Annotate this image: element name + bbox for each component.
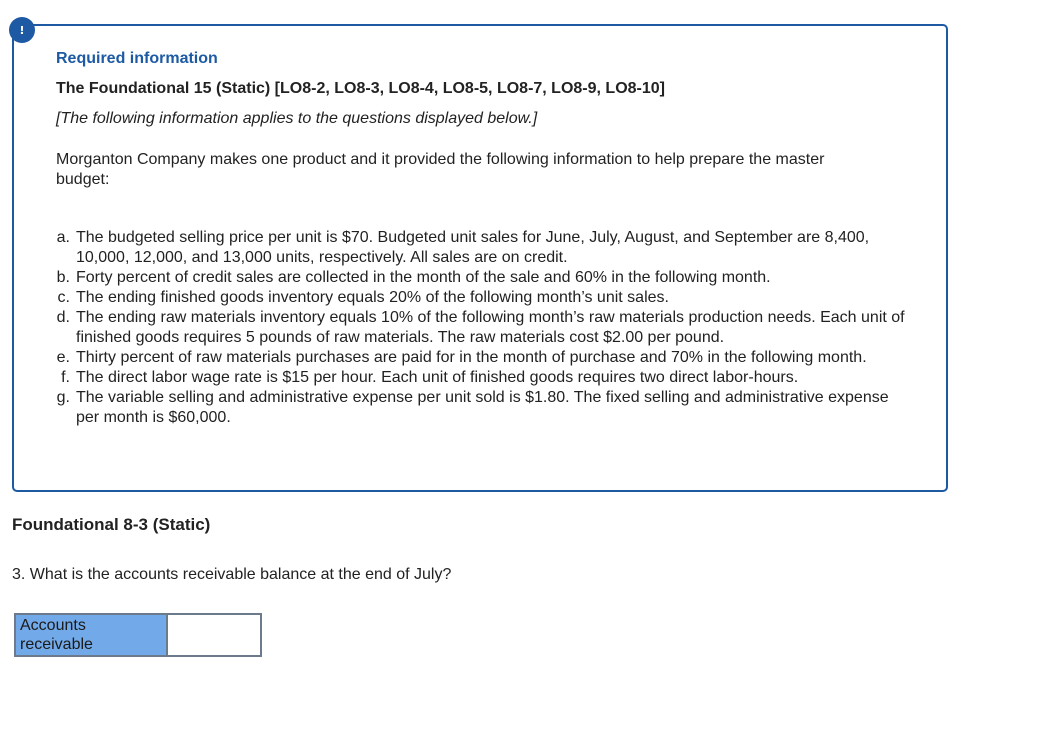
list-item [52,268,912,288]
question-text: 3. What is the accounts receivable balance at the end of July? [12,566,452,583]
applies-note: [The following information applies to the questions displayed below.] [56,110,538,127]
item-text: The ending raw materials inventory equals 10% of the following month’s raw materials production needs. Each unit of finished goods requires 5 pounds of raw materials. The raw materials cost $2.00 per pound. [76,309,905,346]
item-text: The ending finished goods inventory equals 20% of the following month’s unit sales. [76,289,669,306]
accounts-receivable-input[interactable] [168,615,260,655]
list-item [52,308,912,348]
required-information-title: Required information [56,50,218,67]
item-text: Thirty percent of raw materials purchases are paid for in the month of purchase and 70% in the following month. [76,349,867,366]
item-text: The direct labor wage rate is $15 per hour. Each unit of finished goods requires two direct labor-hours. [76,369,799,386]
intro-paragraph: Morganton Company makes one product and it provided the following information to help prepare the master budget: [56,151,825,188]
item-text: The variable selling and administrative expense per unit sold is $1.80. The fixed selling and administrative expense per month is $60,000. [76,389,889,426]
list-item [52,368,912,388]
alert-exclamation-icon: ! [9,17,35,43]
item-letter: f. [61,369,70,386]
item-letter: g. [56,389,70,406]
accounts-receivable-label: Accounts receivable [16,615,168,655]
item-text: Forty percent of credit sales are collected in the month of the sale and 60% in the following month. [76,269,771,286]
list-item [52,288,912,308]
answer-table [14,613,262,657]
item-letter: c. [57,289,70,306]
item-letter: a. [56,229,70,246]
list-item [52,388,912,428]
section-title: Foundational 8-3 (Static) [12,515,211,534]
item-letter: b. [56,269,70,286]
answer-cell [168,615,260,655]
item-letter: d. [56,309,70,326]
list-item [52,228,912,268]
list-item [52,348,912,368]
item-letter: e. [56,349,70,366]
item-text: The budgeted selling price per unit is $70. Budgeted unit sales for June, July, August, and September are 8,400, 10,000, 12,000, and 13,000 units, respectively. All sales are on credit. [76,229,870,266]
problem-subtitle: The Foundational 15 (Static) [LO8-2, LO8-3, LO8-4, LO8-5, LO8-7, LO8-9, LO8-10] [56,80,665,97]
budget-assumptions-list [52,228,912,428]
